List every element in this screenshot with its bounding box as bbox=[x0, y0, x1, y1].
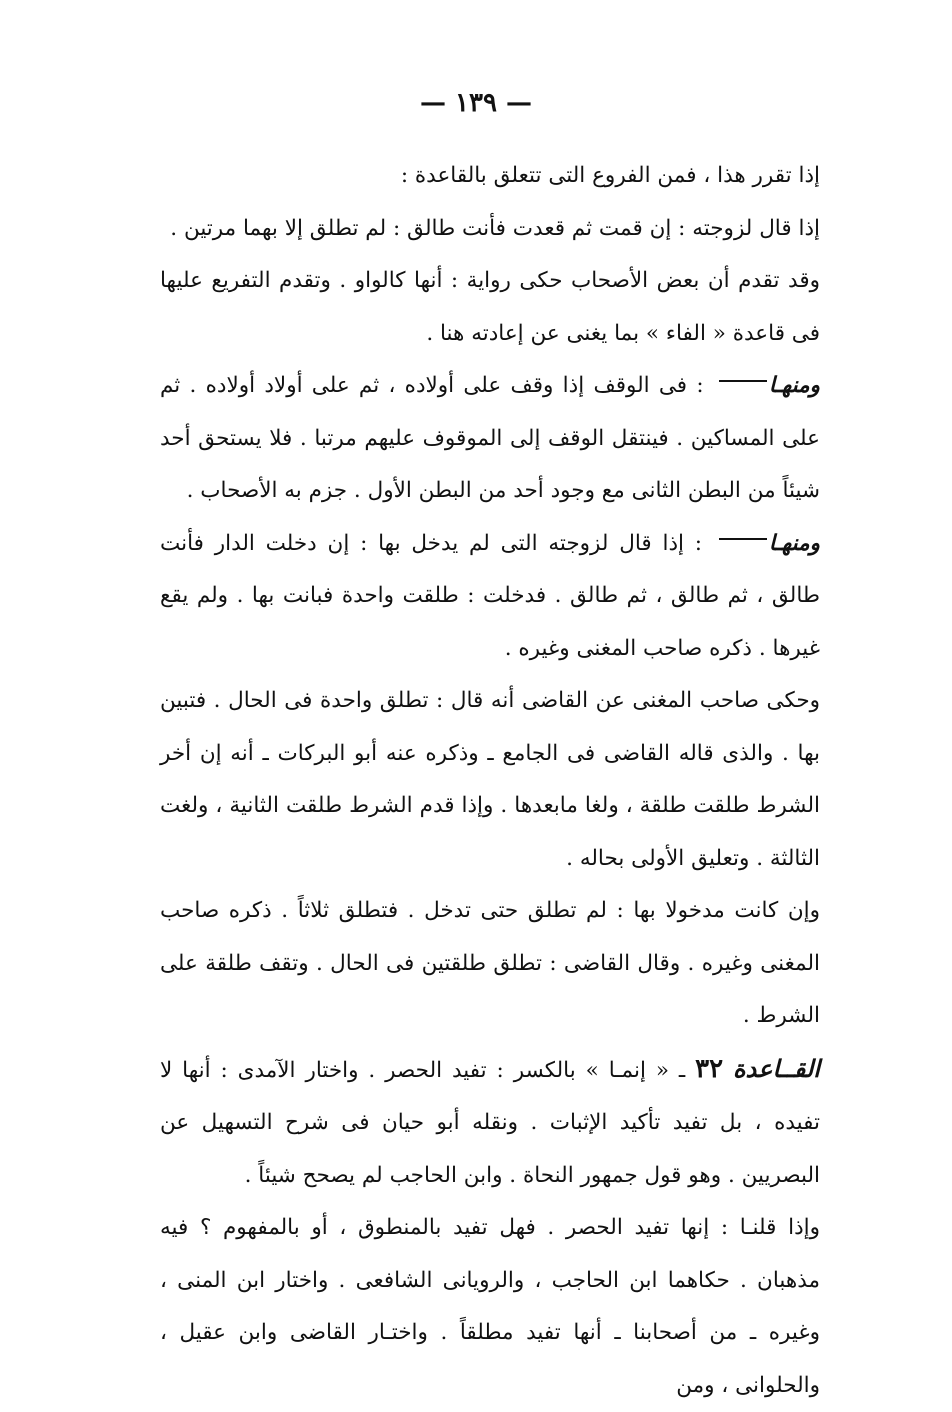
rule-label: القــاعدة bbox=[732, 1053, 820, 1083]
paragraph-rule-32 bbox=[160, 1043, 820, 1203]
paragraph-text: ـ « إنمـا » بالكسر : تفيد الحصر . واختار الآمدى : أنها لا تفيده ، بل تفيد تأكيد الإثبات . ونقله أبو حيان فى شرح التسهيل عن البصريين . وهو قول جمهور النحاة . وابن الحاجب لم يصحح شيئاً . bbox=[160, 1057, 820, 1188]
lead-underline bbox=[719, 538, 767, 540]
page-body bbox=[160, 150, 820, 1412]
lead-underline bbox=[719, 380, 767, 382]
rule-number: ٣٢ bbox=[695, 1053, 724, 1084]
paragraph-madkhula: وإن كانت مدخولا بها : لم تطلق حتى تدخل . فتطلق ثلاثاً . ذكره صاحب المغنى وغيره . وقال القاضى : تطلق طلقتين فى الحال . وتقف طلقة على الشرط . bbox=[160, 898, 820, 1028]
section-lead: ومنهـا bbox=[768, 530, 820, 556]
paragraph-hasr: وإذا قلنـا : إنها تفيد الحصر . فهل تفيد بالمنطوق ، أو بالمفهوم ؟ فيه مذهبان . حكاهما ابن الحاجب ، والرويانى الشافعى . واختار ابن المنى ، وغيره ـ من أصحابنا ـ أنها تفيد مطلقاً . واختـار القاضى وابن عقيل ، والحلوانى ، ومن bbox=[160, 1215, 820, 1398]
section-lead: ومنهـا bbox=[768, 373, 820, 398]
paragraph-narration: وقد تقدم أن بعض الأصحاب حكى رواية : أنها كالواو . وتقدم التفريع عليها فى قاعدة « الفاء » بما يغنى عن إعادته هنا . bbox=[160, 268, 820, 346]
paragraph-text: : إذا قال لزوجته التى لم يدخل بها : إن دخلت الدار فأنت طالق ، ثم طالق ، ثم طالق . فدخلت : طلقت واحدة فبانت بها . ولم يقع غيرها . ذكره صاحب المغنى وغيره . bbox=[160, 530, 820, 661]
paragraph-text: : فى الوقف إذا وقف على أولاده ، ثم على أولاد أولاده . ثم على المساكين . فينتقل الوقف إلى الموقوف عليهم مرتبا . فلا يستحق أحد شيئاً من البطن الثانى مع وجود أحد من البطن الأول . جزم به الأصحاب . bbox=[160, 373, 820, 503]
paragraph-qadi: وحكى صاحب المغنى عن القاضى أنه قال : تطلق واحدة فى الحال . فتبين بها . والذى قاله القاضى فى الجامع ـ وذكره عنه أبو البركات ـ أنه إن أخر الشرط طلقت طلقة ، ولغا مابعدها . وإذا قدم الشرط طلقت الثانية ، ولغت الثالثة . وتعليق الأولى بحاله . bbox=[160, 688, 820, 871]
paragraph-waqf bbox=[160, 360, 820, 518]
paragraph-talaq bbox=[160, 518, 820, 676]
paragraph-example: إذا قال لزوجته : إن قمت ثم قعدت فأنت طالق : لم تطلق إلا بهما مرتين . bbox=[170, 215, 820, 241]
paragraph-intro: إذا تقرر هذا ، فمن الفروع التى تتعلق بالقاعدة : bbox=[400, 163, 820, 188]
page-number: — ١٣٩ — bbox=[419, 88, 533, 118]
